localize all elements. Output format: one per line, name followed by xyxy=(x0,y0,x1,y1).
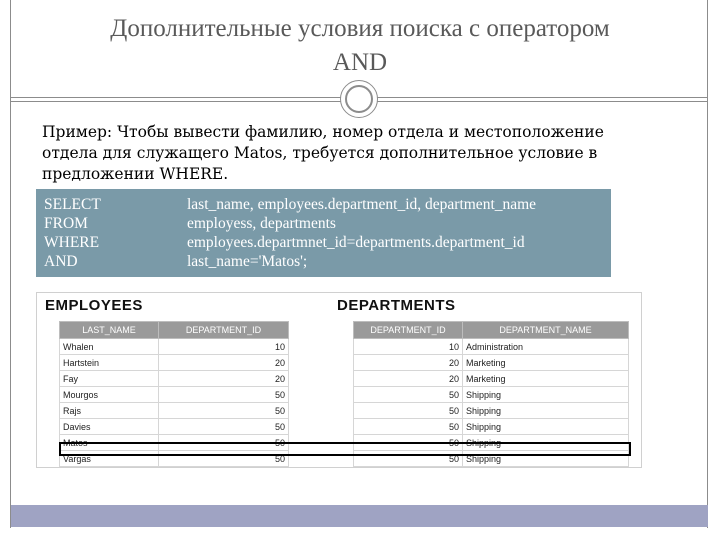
cell-last-name: Davies xyxy=(60,419,159,435)
title-line-2: AND xyxy=(332,49,388,76)
table-row xyxy=(354,339,629,355)
column-header: LAST_NAME xyxy=(60,322,159,339)
sql-clauses xyxy=(187,195,536,271)
cell-last-name: Matos xyxy=(60,435,159,451)
cell-department-name: Shipping xyxy=(463,403,629,419)
cell-department-name: Shipping xyxy=(463,435,629,451)
example-line-2: отдела для служащего Matos, требуется дополнительное условие в xyxy=(42,144,598,162)
cell-department-id: 50 xyxy=(159,419,289,435)
cell-department-id: 20 xyxy=(159,355,289,371)
cell-department-id: 50 xyxy=(354,403,463,419)
table-row xyxy=(354,371,629,387)
footer-bar xyxy=(11,505,708,527)
table-row xyxy=(354,403,629,419)
cell-last-name: Mourgos xyxy=(60,387,159,403)
table-row xyxy=(60,355,289,371)
sql-clause: last_name, employees.department_id, department_name xyxy=(187,196,537,213)
table-row xyxy=(60,339,289,355)
cell-department-id: 50 xyxy=(159,387,289,403)
sql-clause: last_name='Matos'; xyxy=(187,253,308,270)
sql-clause: employess, departments xyxy=(187,215,336,232)
cell-department-name: Shipping xyxy=(463,451,629,467)
cell-department-id: 50 xyxy=(354,451,463,467)
matos-row-highlight xyxy=(59,442,631,456)
column-header: DEPARTMENT_ID xyxy=(354,322,463,339)
sql-keyword: FROM xyxy=(44,215,88,232)
sql-keyword: SELECT xyxy=(44,196,101,213)
table-header-row xyxy=(354,322,629,339)
sql-keywords xyxy=(44,195,101,271)
title-line-1: Дополнительные условия поиска с оператором xyxy=(110,15,610,42)
table-row xyxy=(60,419,289,435)
cell-department-id: 20 xyxy=(354,355,463,371)
cell-department-name: Administration xyxy=(463,339,629,355)
cell-department-name: Shipping xyxy=(463,419,629,435)
cell-department-id: 50 xyxy=(354,387,463,403)
cell-department-id: 50 xyxy=(159,451,289,467)
cell-last-name: Whalen xyxy=(60,339,159,355)
table-header-row xyxy=(60,322,289,339)
sql-query-box xyxy=(36,189,611,277)
table-row xyxy=(60,387,289,403)
example-line-1: Пример: Чтобы вывести фамилию, номер отдела и местоположение xyxy=(42,123,604,141)
cell-last-name: Fay xyxy=(60,371,159,387)
table-row xyxy=(354,355,629,371)
table-row xyxy=(60,403,289,419)
cell-department-name: Shipping xyxy=(463,387,629,403)
tables-screenshot xyxy=(36,292,642,468)
column-header: DEPARTMENT_NAME xyxy=(463,322,629,339)
cell-department-id: 50 xyxy=(159,403,289,419)
circle-ornament-icon xyxy=(340,80,378,118)
cell-department-id: 10 xyxy=(159,339,289,355)
cell-department-name: Marketing xyxy=(463,355,629,371)
table-row xyxy=(354,387,629,403)
cell-department-id: 50 xyxy=(354,419,463,435)
cell-last-name: Hartstein xyxy=(60,355,159,371)
cell-department-id: 20 xyxy=(159,371,289,387)
sql-keyword: WHERE xyxy=(44,234,100,251)
sql-clause: employees.departmnet_id=departments.department_id xyxy=(187,234,525,251)
cell-department-id: 20 xyxy=(354,371,463,387)
circle-ornament-inner xyxy=(345,85,373,113)
departments-table-title: DEPARTMENTS xyxy=(337,297,456,314)
column-header: DEPARTMENT_ID xyxy=(159,322,289,339)
cell-last-name: Rajs xyxy=(60,403,159,419)
slide-title xyxy=(12,12,708,80)
cell-department-name: Marketing xyxy=(463,371,629,387)
cell-department-id: 50 xyxy=(159,435,289,451)
cell-department-id: 10 xyxy=(354,339,463,355)
table-row xyxy=(354,419,629,435)
example-line-3: предложении WHERE. xyxy=(42,165,229,183)
cell-last-name: Vargas xyxy=(60,451,159,467)
cell-department-id: 50 xyxy=(354,435,463,451)
sql-keyword: AND xyxy=(44,253,78,270)
employees-table-title: EMPLOYEES xyxy=(45,297,143,314)
example-text xyxy=(42,122,672,185)
table-row xyxy=(60,371,289,387)
